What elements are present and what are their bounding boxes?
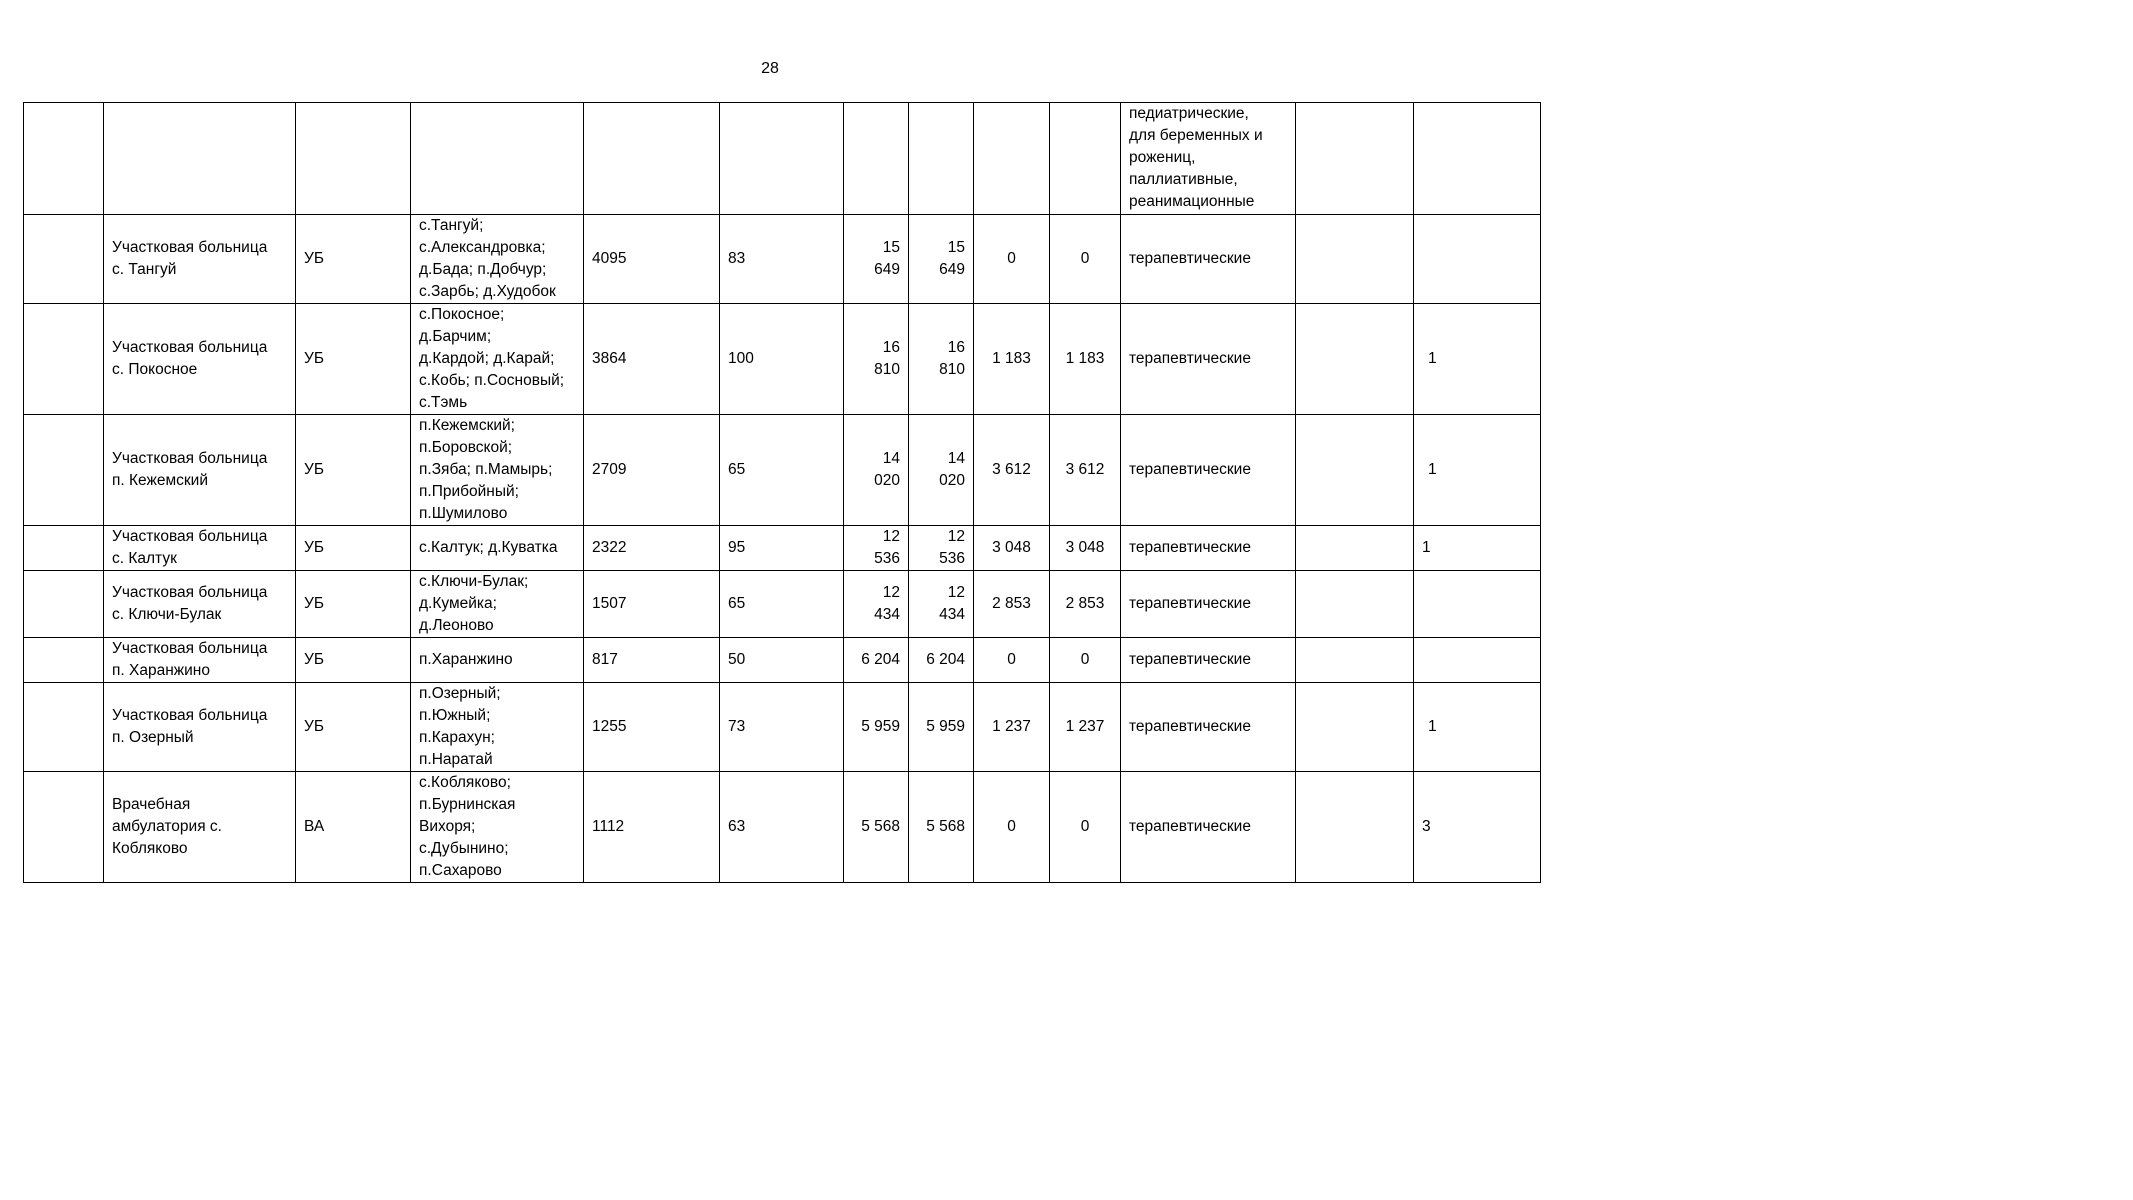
count-cell: 1: [1414, 526, 1541, 571]
table-row: [24, 638, 1541, 683]
count-cell: 1: [1414, 683, 1541, 772]
settlements-cell: п.Озерный; п.Южный; п.Карахун; п.Наратай: [411, 683, 584, 772]
table-cell: [24, 571, 104, 638]
beds-cell: 83: [720, 215, 844, 304]
settlements-cell: п.Кежемский; п.Боровской; п.Зяба; п.Мамырь; п.Прибойный; п.Шумилово: [411, 415, 584, 526]
population-cell: 817: [584, 638, 720, 683]
table-cell: [24, 304, 104, 415]
bed-type-cell: терапевтические: [1121, 571, 1296, 638]
table-cell: [1296, 772, 1414, 883]
value-cell: 1 183: [1050, 304, 1121, 415]
value-cell: 2 853: [1050, 571, 1121, 638]
facility-type-cell: УБ: [296, 415, 411, 526]
settlements-cell: с.Ключи-Булак; д.Кумейка; д.Леоново: [411, 571, 584, 638]
beds-cell: 50: [720, 638, 844, 683]
count-cell: 1: [1414, 304, 1541, 415]
value-cell: 2 853: [974, 571, 1050, 638]
facility-type-cell: УБ: [296, 215, 411, 304]
value-cell: 0: [974, 772, 1050, 883]
facility-name-cell: Врачебная амбулатория с. Кобляково: [104, 772, 296, 883]
value-cell: 0: [1050, 215, 1121, 304]
population-cell: 4095: [584, 215, 720, 304]
facility-name-cell: Участковая больница п. Харанжино: [104, 638, 296, 683]
table-cell: [584, 103, 720, 215]
population-cell: 2322: [584, 526, 720, 571]
facility-name-cell: Участковая больница с. Калтук: [104, 526, 296, 571]
table-cell: [1296, 683, 1414, 772]
population-cell: 1507: [584, 571, 720, 638]
table-cell: [24, 103, 104, 215]
beds-cell: 95: [720, 526, 844, 571]
value-cell: 14 020: [844, 415, 909, 526]
table-cell: [1296, 571, 1414, 638]
beds-cell: 65: [720, 415, 844, 526]
facility-type-cell: УБ: [296, 683, 411, 772]
table-cell: [1296, 526, 1414, 571]
facility-type-cell: УБ: [296, 304, 411, 415]
table-cell: [1296, 415, 1414, 526]
table-cell: [1296, 304, 1414, 415]
facility-type-cell: УБ: [296, 571, 411, 638]
value-cell: 14 020: [909, 415, 974, 526]
facility-name-cell: Участковая больница с. Ключи-Булак: [104, 571, 296, 638]
bed-type-cell: терапевтические: [1121, 215, 1296, 304]
value-cell: 1 183: [974, 304, 1050, 415]
table-row: [24, 215, 1541, 304]
settlements-cell: с.Тангуй; с.Александровка; д.Бада; п.Добчур; с.Зарбь; д.Худобок: [411, 215, 584, 304]
bed-type-cell: терапевтические: [1121, 638, 1296, 683]
table-cell: [24, 215, 104, 304]
settlements-cell: с.Кобляково; п.Бурнинская Вихоря; с.Дубынино; п.Сахарово: [411, 772, 584, 883]
value-cell: 15 649: [844, 215, 909, 304]
table-cell: [909, 103, 974, 215]
table-row: [24, 772, 1541, 883]
population-cell: 3864: [584, 304, 720, 415]
settlements-cell: с.Калтук; д.Куватка: [411, 526, 584, 571]
count-cell: 1: [1414, 415, 1541, 526]
beds-cell: 73: [720, 683, 844, 772]
population-cell: 1255: [584, 683, 720, 772]
facilities-table: [23, 102, 1541, 883]
facility-name-cell: Участковая больница п. Кежемский: [104, 415, 296, 526]
value-cell: 15 649: [909, 215, 974, 304]
table-cell: [296, 103, 411, 215]
value-cell: 3 048: [1050, 526, 1121, 571]
bed-type-cell: терапевтические: [1121, 683, 1296, 772]
value-cell: 1 237: [1050, 683, 1121, 772]
value-cell: 5 959: [909, 683, 974, 772]
table-cell: [974, 103, 1050, 215]
page-number: 28: [761, 60, 779, 77]
value-cell: 3 048: [974, 526, 1050, 571]
beds-cell: 100: [720, 304, 844, 415]
bed-type-cell: терапевтические: [1121, 772, 1296, 883]
facility-type-cell: УБ: [296, 638, 411, 683]
table-cell: [1296, 215, 1414, 304]
table-row: [24, 683, 1541, 772]
value-cell: 5 568: [909, 772, 974, 883]
facility-type-cell: ВА: [296, 772, 411, 883]
settlements-cell: с.Покосное; д.Барчим; д.Кардой; д.Карай; с.Кобь; п.Сосновый; с.Тэмь: [411, 304, 584, 415]
value-cell: 6 204: [909, 638, 974, 683]
table-row: [24, 103, 1541, 215]
population-cell: 2709: [584, 415, 720, 526]
facility-type-cell: УБ: [296, 526, 411, 571]
value-cell: 12 434: [844, 571, 909, 638]
table-cell: [411, 103, 584, 215]
table-row: [24, 304, 1541, 415]
value-cell: 1 237: [974, 683, 1050, 772]
value-cell: 0: [974, 215, 1050, 304]
bed-type-cell: терапевтические: [1121, 304, 1296, 415]
value-cell: 3 612: [1050, 415, 1121, 526]
value-cell: 12 536: [844, 526, 909, 571]
table-cell: [720, 103, 844, 215]
count-cell: [1414, 215, 1541, 304]
value-cell: 6 204: [844, 638, 909, 683]
beds-cell: 63: [720, 772, 844, 883]
table-cell: [24, 638, 104, 683]
table-cell: [1050, 103, 1121, 215]
bed-type-cell: терапевтические: [1121, 415, 1296, 526]
value-cell: 16 810: [844, 304, 909, 415]
table-cell: [24, 772, 104, 883]
bed-type-cell: педиатрические, для беременных и рожениц, паллиативные, реанимационные: [1121, 103, 1296, 215]
table-row: [24, 526, 1541, 571]
table-cell: [24, 683, 104, 772]
facility-name-cell: Участковая больница с. Покосное: [104, 304, 296, 415]
value-cell: 0: [1050, 772, 1121, 883]
facility-name-cell: Участковая больница с. Тангуй: [104, 215, 296, 304]
table-row: [24, 415, 1541, 526]
settlements-cell: п.Харанжино: [411, 638, 584, 683]
count-cell: 3: [1414, 772, 1541, 883]
table-cell: [104, 103, 296, 215]
value-cell: 0: [974, 638, 1050, 683]
value-cell: 5 959: [844, 683, 909, 772]
table-cell: [24, 415, 104, 526]
table-cell: [1296, 638, 1414, 683]
count-cell: [1414, 638, 1541, 683]
value-cell: 12 536: [909, 526, 974, 571]
value-cell: 0: [1050, 638, 1121, 683]
count-cell: [1414, 571, 1541, 638]
table-cell: [1414, 103, 1541, 215]
table-cell: [1296, 103, 1414, 215]
bed-type-cell: терапевтические: [1121, 526, 1296, 571]
table-cell: [844, 103, 909, 215]
population-cell: 1112: [584, 772, 720, 883]
value-cell: 16 810: [909, 304, 974, 415]
value-cell: 3 612: [974, 415, 1050, 526]
table-cell: [24, 526, 104, 571]
value-cell: 12 434: [909, 571, 974, 638]
facility-name-cell: Участковая больница п. Озерный: [104, 683, 296, 772]
value-cell: 5 568: [844, 772, 909, 883]
beds-cell: 65: [720, 571, 844, 638]
table-row: [24, 571, 1541, 638]
